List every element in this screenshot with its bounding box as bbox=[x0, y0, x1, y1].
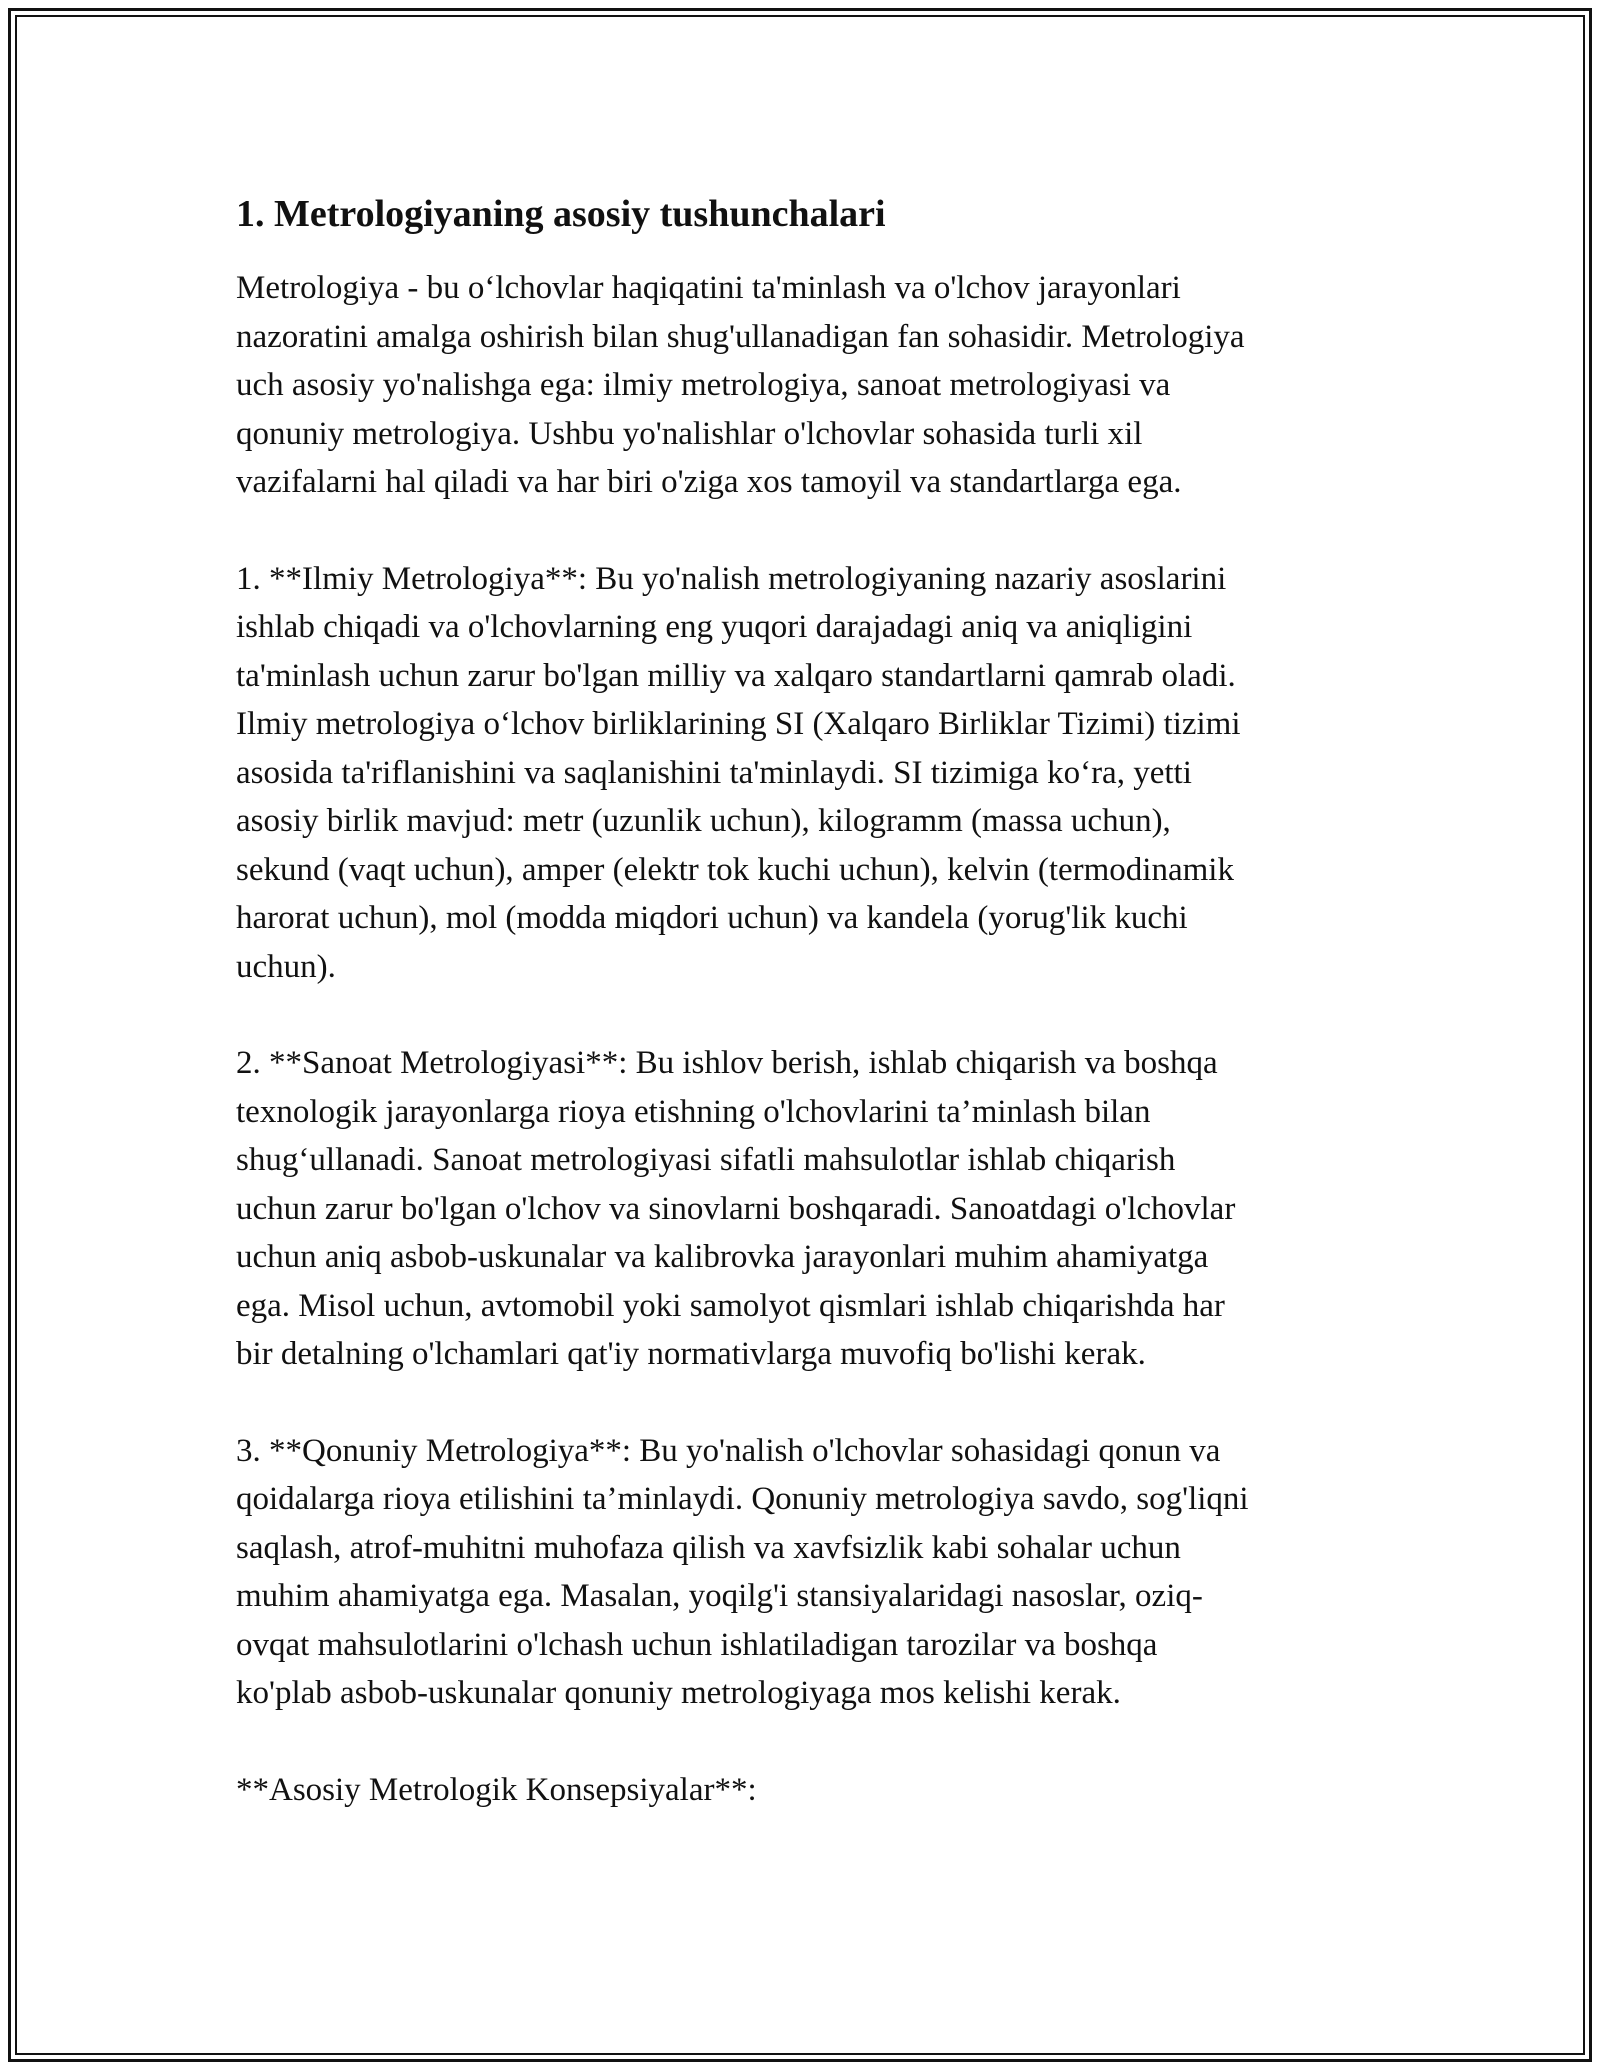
intro-paragraph: Metrologiya - bu o‘lchovlar haqiqatini ta'minlash va o'lchov jarayonlari nazoratini amalga oshirish bilan shug'ullanadigan fan sohasidir. Metrologiya uch asosiy yo'nalishga ega: ilmiy metrologiya, sanoat metrologiyasi va qonuniy metrologiya. Ushbu yo'nalishlar o'lchovlar sohasida turli xil vazifalarni hal qiladi va har biri o'ziga xos tamoyil va standartlarga ega. bbox=[236, 270, 1245, 500]
section-title: 1. Metrologiyaning asosiy tushunchalari bbox=[236, 193, 886, 235]
legal-metrology-paragraph: 3. **Qonuniy Metrologiya**: Bu yo'nalish o'lchovlar sohasidagi qonun va qoidalarga rioya etilishini ta’minlaydi. Qonuniy metrologiya savdo, sog'liqni saqlash, atrof-muhitni muhofaza qilish va xavfsizlik kabi sohalar uchun muhim ahamiyatga ega. Masalan, yoqilg'i stansiyalaridagi nasoslar, oziq- ovqat mahsulotlarini o'lchash uchun ishlatiladigan tarozilar va boshqa ko'plab asbob-uskunalar qonuniy metrologiyaga mos kelishi kerak. bbox=[236, 1432, 1249, 1711]
key-concepts-heading: **Asosiy Metrologik Konsepsiyalar**: bbox=[236, 1771, 757, 1808]
industrial-metrology-paragraph: 2. **Sanoat Metrologiyasi**: Bu ishlov berish, ishlab chiqarish va boshqa texnologik jarayonlarga rioya etishning o'lchovlarini ta’minlash bilan shug‘ullanadi. Sanoat metrologiyasi sifatli mahsulotlar ishlab chiqarish uchun zarur bo'lgan o'lchov va sinovlarni boshqaradi. Sanoatdagi o'lchovlar uchun aniq asbob-uskunalar va kalibrovka jarayonlari muhim ahamiyatga ega. Misol uchun, avtomobil yoki samolyot qismlari ishlab chiqarishda har bir detalning o'lchamlari qat'iy normativlarga muvofiq bo'lishi kerak. bbox=[236, 1045, 1236, 1372]
scientific-metrology-paragraph: 1. **Ilmiy Metrologiya**: Bu yo'nalish metrologiyaning nazariy asoslarini ishlab chiqadi va o'lchovlarning eng yuqori darajadagi aniq va aniqligini ta'minlash uchun zarur bo'lgan milliy va xalqaro standartlarni qamrab oladi. Ilmiy metrologiya o‘lchov birliklarining SI (Xalqaro Birliklar Tizimi) tizimi asosida ta'riflanishini va saqlanishini ta'minlaydi. SI tizimiga ko‘ra, yetti asosiy birlik mavjud: metr (uzunlik uchun), kilogramm (massa uchun), sekund (vaqt uchun), amper (elektr tok kuchi uchun), kelvin (termodinamik harorat uchun), mol (modda miqdori uchun) va kandela (yorug'lik kuchi uchun). bbox=[236, 560, 1241, 985]
document-body bbox=[236, 186, 1386, 1862]
